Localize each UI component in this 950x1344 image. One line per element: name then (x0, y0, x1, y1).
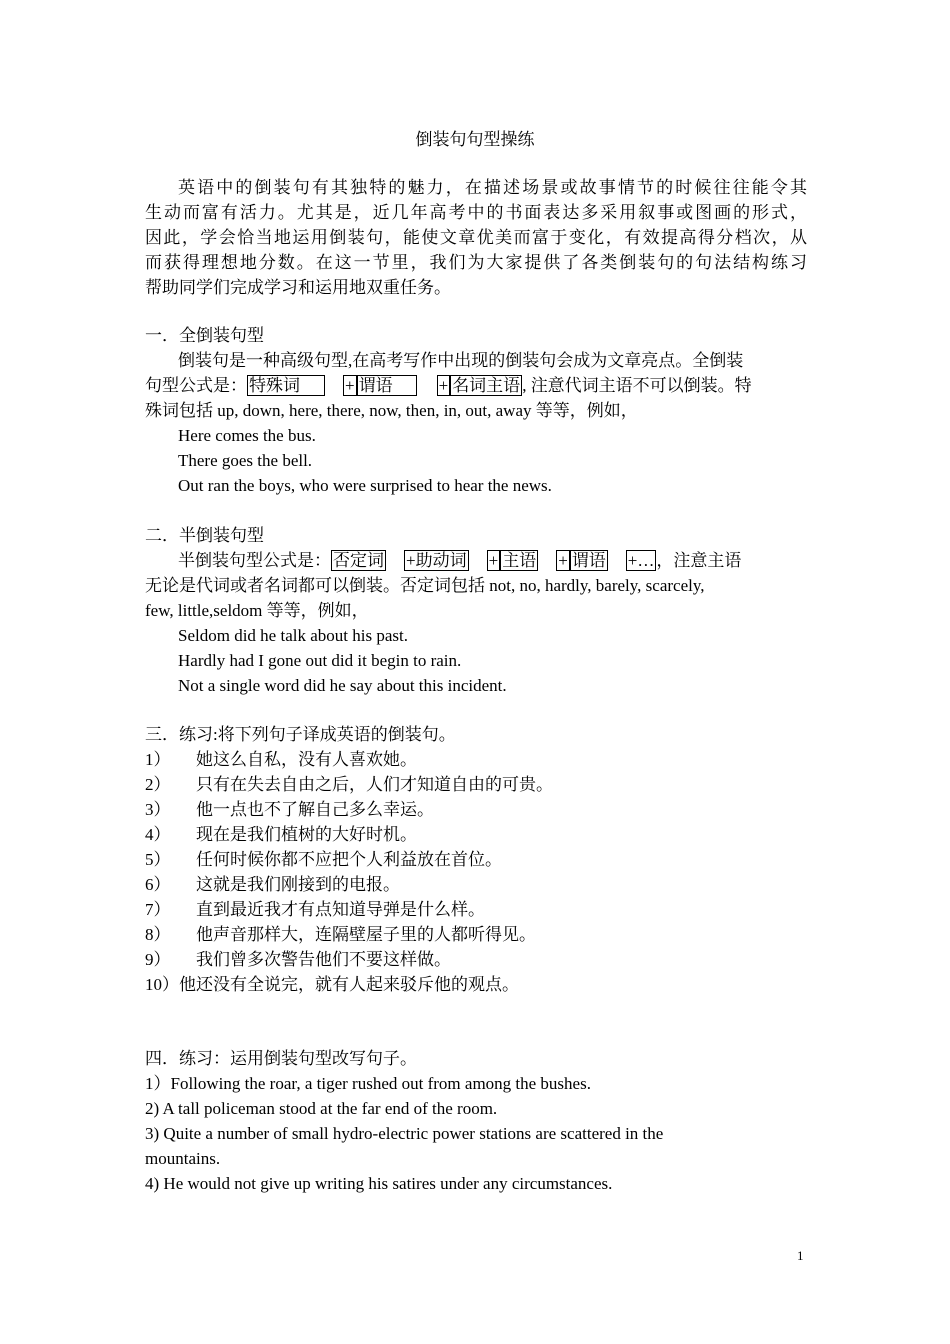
item-number: 4） (145, 825, 171, 844)
example-sentence: Seldom did he talk about his past. (178, 626, 408, 645)
formula-suffix: , 注意代词主语不可以倒装。特 (522, 376, 752, 395)
example-sentence: Here comes the bus. (178, 426, 316, 445)
item-text: 只有在失去自由之后，人们才知道自由的可贵。 (196, 775, 553, 794)
item-number: 7） (145, 900, 171, 919)
example-sentence: Hardly had I gone out did it begin to rain. (178, 651, 462, 670)
exercise-line: 2) A tall policeman stood at the far end of the room. (145, 1099, 498, 1118)
intro-line: 帮助同学们完成学习和运用地双重任务。 (145, 278, 451, 297)
item-text: 他一点也不了解自己多么幸运。 (196, 800, 434, 819)
item-number: 3） (145, 800, 171, 819)
formula-box-negative-word: 否定词 (333, 551, 384, 570)
formula-prefix: 半倒装句型公式是： (178, 551, 331, 570)
intro-line: 英语中的倒装句有其独特的魅力，在描述场景或故事情节的时候往往能令其 (178, 178, 807, 197)
section-paragraph: 殊词包括 up, down, here, there, now, then, in, out, away 等等，例如， (145, 401, 638, 420)
item-text: 她这么自私，没有人喜欢她。 (196, 750, 417, 769)
section-heading: 一．全倒装句型 (145, 326, 264, 345)
list-item (145, 747, 417, 772)
exercise-line: mountains. (145, 1149, 221, 1168)
page-number: 1 (797, 1248, 804, 1263)
formula-box-special-word: 特殊词 (247, 375, 325, 396)
item-text: 现在是我们植树的大好时机。 (196, 825, 417, 844)
intro-line: 生动而富有活力。尤其是，近几年高考中的书面表达多采用叙事或图画的形式， (145, 203, 807, 222)
item-number: 8） (145, 925, 171, 944)
formula-box-auxiliary: +助动词 (406, 551, 467, 570)
item-text: 我们曾多次警告他们不要这样做。 (196, 950, 451, 969)
formula-box-subject: 主语 (502, 551, 537, 570)
example-sentence: There goes the bell. (178, 451, 313, 470)
formula-box-verb: 谓语 (357, 375, 417, 396)
formula-box-plus: + (438, 376, 449, 395)
section-paragraph: 无论是代词或者名词都可以倒装。否定词包括 not, no, hardly, barely, scarcely, (145, 576, 705, 595)
list-item (145, 847, 502, 872)
section-heading: 三．练习:将下列句子译成英语的倒装句。 (145, 725, 456, 744)
intro-line: 因此，学会恰当地运用倒装句，能使文章优美而富于变化，有效提高得分档次，从 (145, 228, 807, 247)
item-text: 这就是我们刚接到的电报。 (196, 875, 400, 894)
section-heading: 四．练习：运用倒装句型改写句子。 (145, 1049, 417, 1068)
page-title: 倒装句句型操练 (415, 130, 535, 149)
exercise-line: 3) Quite a number of small hydro-electric power stations are scattered in the (145, 1124, 664, 1143)
list-item (145, 797, 434, 822)
list-item (145, 947, 451, 972)
item-text: 任何时候你都不应把个人利益放在首位。 (196, 850, 502, 869)
example-sentence: Not a single word did he say about this incident. (178, 676, 507, 695)
item-number: 1） (145, 750, 171, 769)
list-item (145, 922, 536, 947)
list-item (145, 872, 400, 897)
intro-line: 而获得理想地分数。在这一节里，我们为大家提供了各类倒装句的句法结构练习 (145, 253, 807, 272)
exercise-line: 1）Following the roar, a tiger rushed out from among the bushes. (145, 1074, 591, 1093)
item-number: 2） (145, 775, 171, 794)
item-text: 直到最近我才有点知道导弹是什么样。 (196, 900, 485, 919)
item-number: 5） (145, 850, 171, 869)
formula-box-verb: 谓语 (571, 551, 606, 570)
exercise-line: 4) He would not give up writing his satires under any circumstances. (145, 1174, 613, 1193)
formula-box-plus: + (345, 376, 355, 395)
formula-suffix: ，注意主语 (656, 551, 742, 570)
formula-line (178, 548, 741, 573)
item-text: 他声音那样大，连隔壁屋子里的人都听得见。 (196, 925, 536, 944)
formula-box-etc: +… (627, 551, 655, 570)
item-number: 9） (145, 950, 171, 969)
list-item (145, 822, 417, 847)
formula-box-noun-subject: 名词主语 (452, 376, 521, 395)
list-item: 10）他还没有全说完，就有人起来驳斥他的观点。 (145, 975, 519, 994)
formula-box-plus: + (488, 551, 499, 570)
formula-prefix: 句型公式是： (145, 376, 247, 395)
list-item (145, 772, 553, 797)
section-heading: 二．半倒装句型 (145, 526, 264, 545)
section-paragraph: few, little,seldom 等等，例如， (145, 601, 369, 620)
section-paragraph: 倒装句是一种高级句型,在高考写作中出现的倒装句会成为文章亮点。全倒装 (178, 351, 744, 370)
example-sentence: Out ran the boys, who were surprised to hear the news. (178, 476, 552, 495)
item-number: 6） (145, 875, 171, 894)
formula-box-plus: + (558, 551, 568, 570)
formula-line (145, 373, 752, 398)
list-item (145, 897, 485, 922)
